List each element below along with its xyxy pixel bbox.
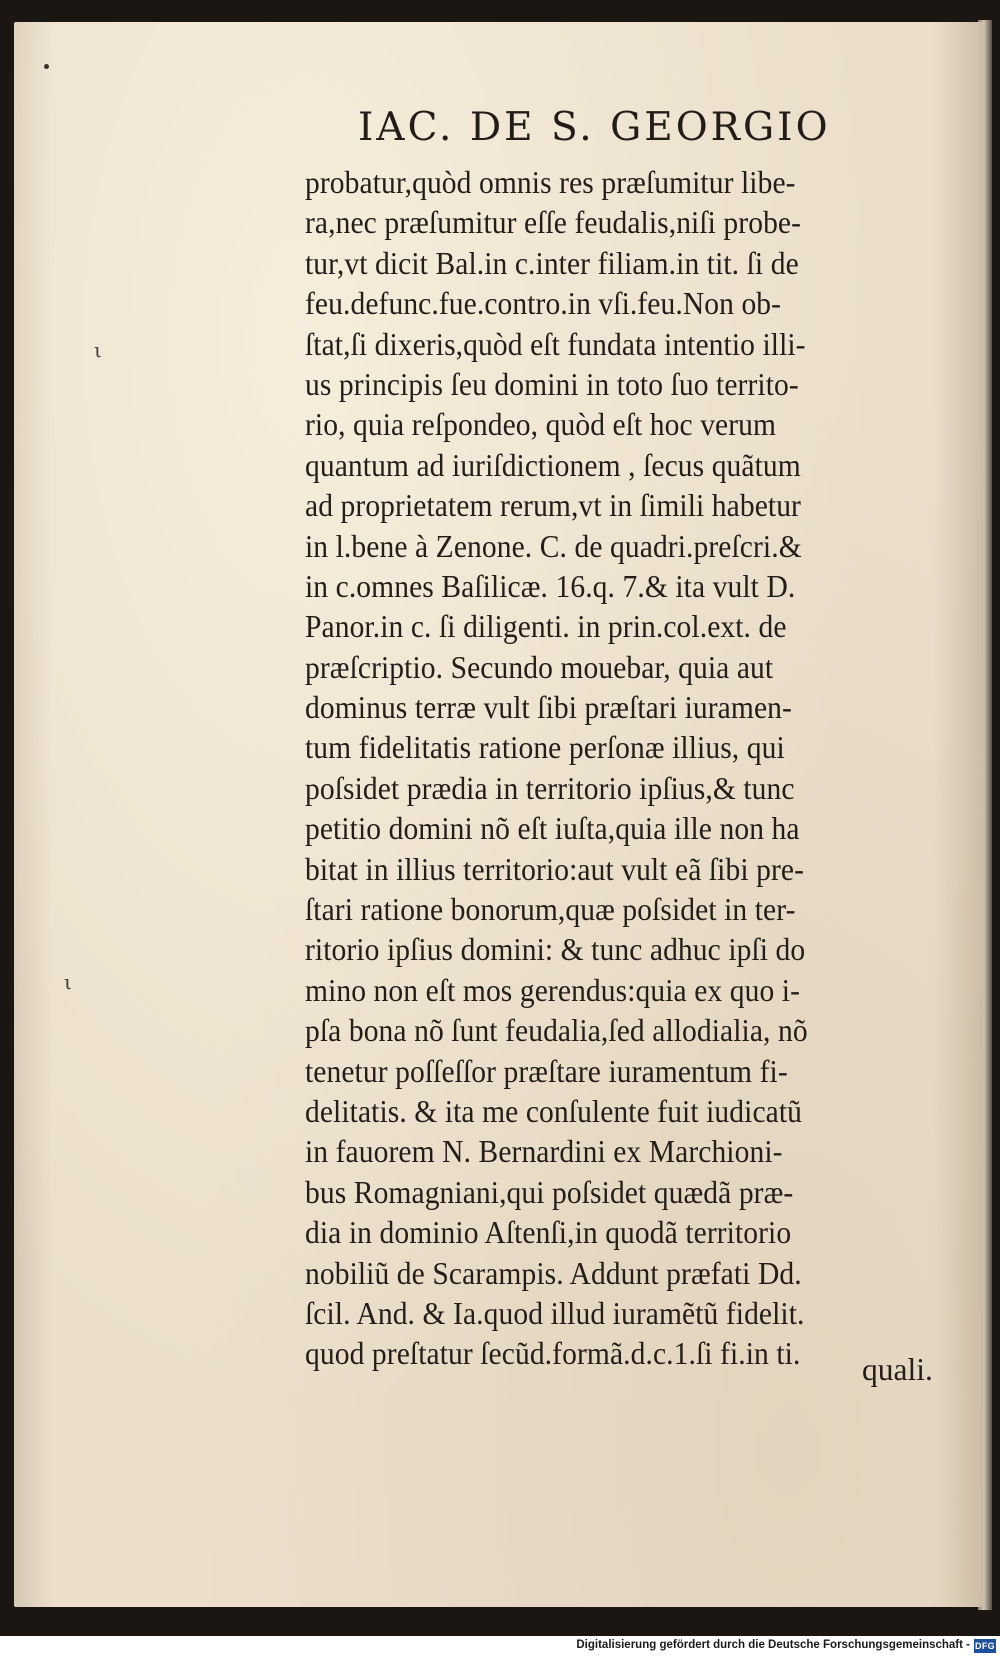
margin-tick: ι: [94, 338, 102, 362]
dfg-logo-icon: DFG: [975, 1641, 995, 1651]
margin-tick: ι: [64, 970, 72, 994]
text-line: pſa bona nõ ſunt feudalia,ſed allodialia, nõ: [305, 1013, 808, 1049]
catchword: quali.: [862, 1352, 933, 1387]
text-line: ſcil. And. & Ia.quod illud iuramẽtũ fidelit.: [305, 1295, 805, 1331]
text-line: ſtat,ſi dixeris,quòd eſt fundata intentio illi-: [305, 326, 806, 362]
text-line: in l.bene à Zenone. C. de quadri.preſcri.&: [305, 528, 802, 564]
text-line: tenetur poſſeſſor præſtare iuramentum fi-: [305, 1053, 788, 1089]
text-line: delitatis. & ita me conſulente fuit iudicatũ: [305, 1093, 803, 1129]
text-line: feu.defunc.fue.contro.in vſi.feu.Non ob-: [305, 286, 782, 322]
text-line: ra,nec præſumitur eſſe feudalis,niſi probe-: [305, 205, 802, 241]
text-line: petitio domini nõ eſt iuſta,quia ille non ha: [305, 811, 800, 847]
text-line: tum fidelitatis ratione perſonæ illius, qui: [305, 730, 785, 766]
text-line: præſcriptio. Secundo mouebar, quia aut: [305, 649, 774, 685]
text-line: quantum ad iuriſdictionem , ſecus quãtum: [305, 447, 801, 483]
text-line: Panor.in c. ſi diligenti. in prin.col.ext. de: [305, 609, 787, 645]
running-head: IAC. DE S. GEORGIO: [358, 105, 831, 150]
text-line: in fauorem N. Bernardini ex Marchioni-: [305, 1134, 783, 1170]
text-line: dia in dominio Aſtenſi,in quodã territorio: [305, 1215, 792, 1251]
text-line: quod preſtatur ſecũd.formã.d.c.1.ſi fi.in ti.: [305, 1336, 801, 1372]
text-line: poſsidet prædia in territorio ipſius,& tunc: [305, 770, 795, 806]
text-line: probatur,quòd omnis res præſumitur libe-: [305, 165, 796, 200]
footer-bar: [0, 1636, 1000, 1657]
text-line: mino non eſt mos gerendus:quia ex quo i-: [305, 972, 801, 1008]
funding-credit: Digitalisierung gefördert durch die Deutsche Forschungsgemeinschaft -: [576, 1639, 970, 1651]
margin-dot: [44, 64, 49, 69]
text-line: in c.omnes Baſilicæ. 16.q. 7.& ita vult D.: [305, 568, 796, 604]
text-block: [305, 163, 945, 1375]
text-line: ritorio ipſius domini: & tunc adhuc ipſi do: [305, 932, 806, 968]
text-line: ad proprietatem rerum,vt in ſimili habetur: [305, 488, 801, 524]
text-line: ſtari ratione bonorum,quæ poſsidet in ter-: [305, 892, 796, 928]
text-line: tur,vt dicit Bal.in c.inter filiam.in tit. ſi de: [305, 245, 799, 281]
text-line: nobiliũ de Scarampis. Addunt præfati Dd.: [305, 1255, 802, 1291]
text-line: bitat in illius territorio:aut vult eã ſibi pre-: [305, 851, 805, 887]
text-line: us principis ſeu domini in toto ſuo territo-: [305, 366, 799, 402]
text-line: rio, quia reſpondeo, quòd eſt hoc verum: [305, 407, 777, 443]
text-line: dominus terræ vult ſibi præſtari iuramen-: [305, 690, 792, 726]
text-line: bus Romagniani,qui poſsidet quædã præ-: [305, 1174, 794, 1210]
